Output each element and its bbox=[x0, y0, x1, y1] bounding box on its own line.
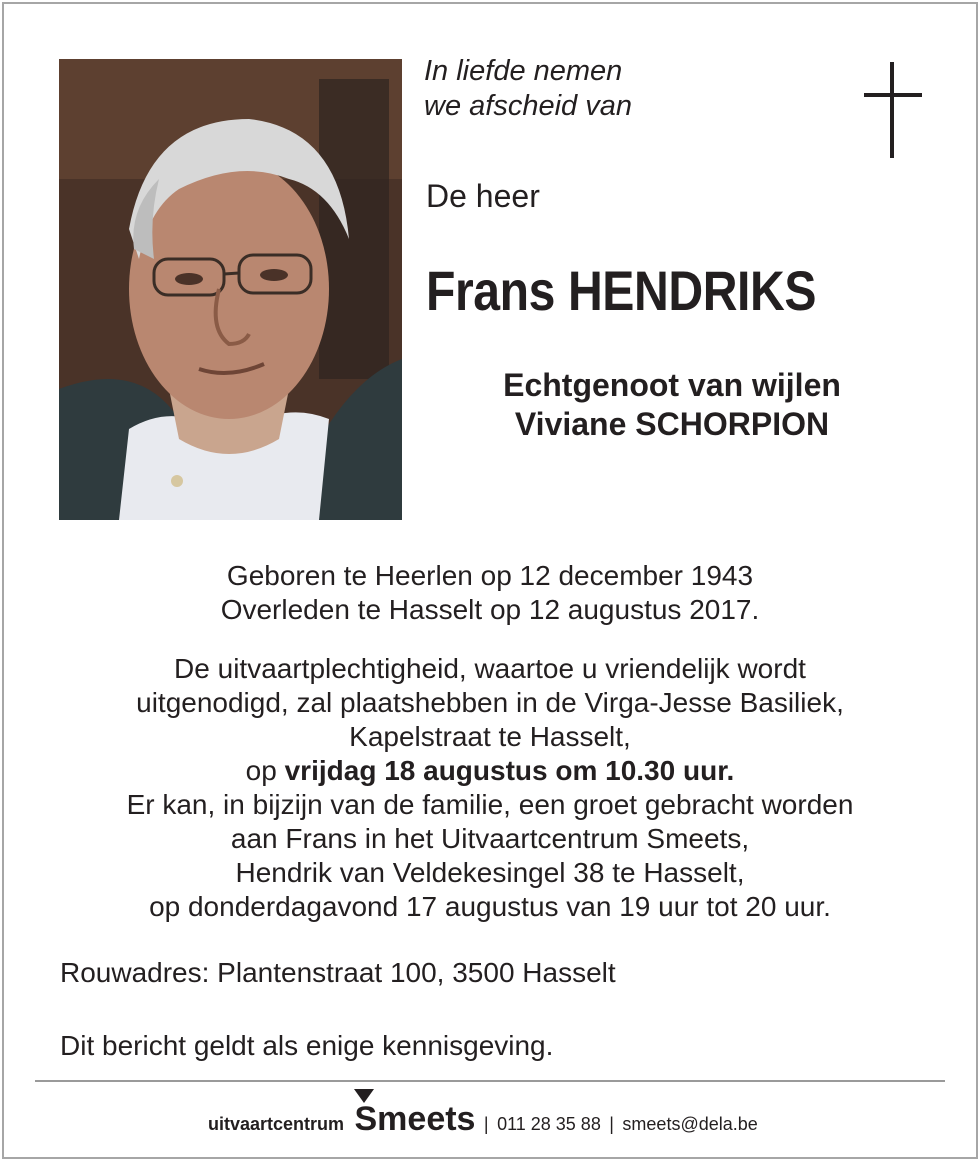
salutation: De heer bbox=[426, 178, 540, 214]
ceremony-line-3: Kapelstraat te Hasselt, bbox=[349, 721, 631, 752]
footer-phone[interactable]: 011 28 35 88 bbox=[497, 1114, 601, 1134]
ceremony-details bbox=[40, 652, 940, 924]
ceremony-line-8: op donderdagavond 17 augustus van 19 uur tot 20 uur. bbox=[149, 891, 831, 922]
ceremony-when bbox=[40, 754, 940, 788]
intro-line-1: In liefde nemen bbox=[424, 55, 623, 87]
birth-line: Geboren te Heerlen op 12 december 1943 bbox=[226, 560, 754, 591]
portrait-photo bbox=[59, 59, 402, 520]
cross-icon bbox=[864, 62, 922, 158]
spouse-line-1: Echtgenoot van wijlen bbox=[503, 367, 841, 403]
footer-divider bbox=[35, 1080, 945, 1082]
ceremony-when-prefix: op bbox=[245, 755, 277, 786]
life-dates bbox=[40, 559, 940, 627]
ceremony-line-2: uitgenodigd, zal plaatshebben in de Virga-Jesse Basiliek, bbox=[136, 687, 844, 718]
death-line: Overleden te Hasselt op 12 augustus 2017. bbox=[220, 594, 760, 625]
footer-email[interactable]: smeets@dela.be bbox=[622, 1114, 758, 1134]
ceremony-line-1: De uitvaartplechtigheid, waartoe u vriendelijk wordt bbox=[174, 653, 806, 684]
intro-line-2: we afscheid van bbox=[424, 90, 632, 122]
ceremony-line-7: Hendrik van Veldekesingel 38 te Hasselt, bbox=[235, 857, 745, 888]
notice-statement: Dit bericht geldt als enige kennisgeving. bbox=[60, 1030, 554, 1061]
ceremony-line-6: aan Frans in het Uitvaartcentrum Smeets, bbox=[230, 823, 750, 854]
intro-text bbox=[424, 54, 632, 124]
footer bbox=[208, 1100, 758, 1139]
portrait-illustration bbox=[59, 59, 402, 520]
spouse-text bbox=[452, 366, 892, 444]
footer-company: uitvaartcentrum bbox=[208, 1114, 345, 1134]
ceremony-line-5: Er kan, in bijzijn van de familie, een groet gebracht worden bbox=[126, 789, 854, 820]
footer-separator: | bbox=[609, 1114, 614, 1134]
footer-brand: Smeets bbox=[354, 1100, 476, 1138]
footer-separator: | bbox=[483, 1114, 489, 1134]
mourning-address: Rouwadres: Plantenstraat 100, 3500 Hasselt bbox=[60, 957, 616, 988]
ceremony-when-date: vrijdag 18 augustus om 10.30 uur. bbox=[284, 755, 735, 786]
deceased-name: Frans HENDRIKS bbox=[426, 259, 817, 322]
spouse-line-2: Viviane SCHORPION bbox=[514, 406, 830, 442]
